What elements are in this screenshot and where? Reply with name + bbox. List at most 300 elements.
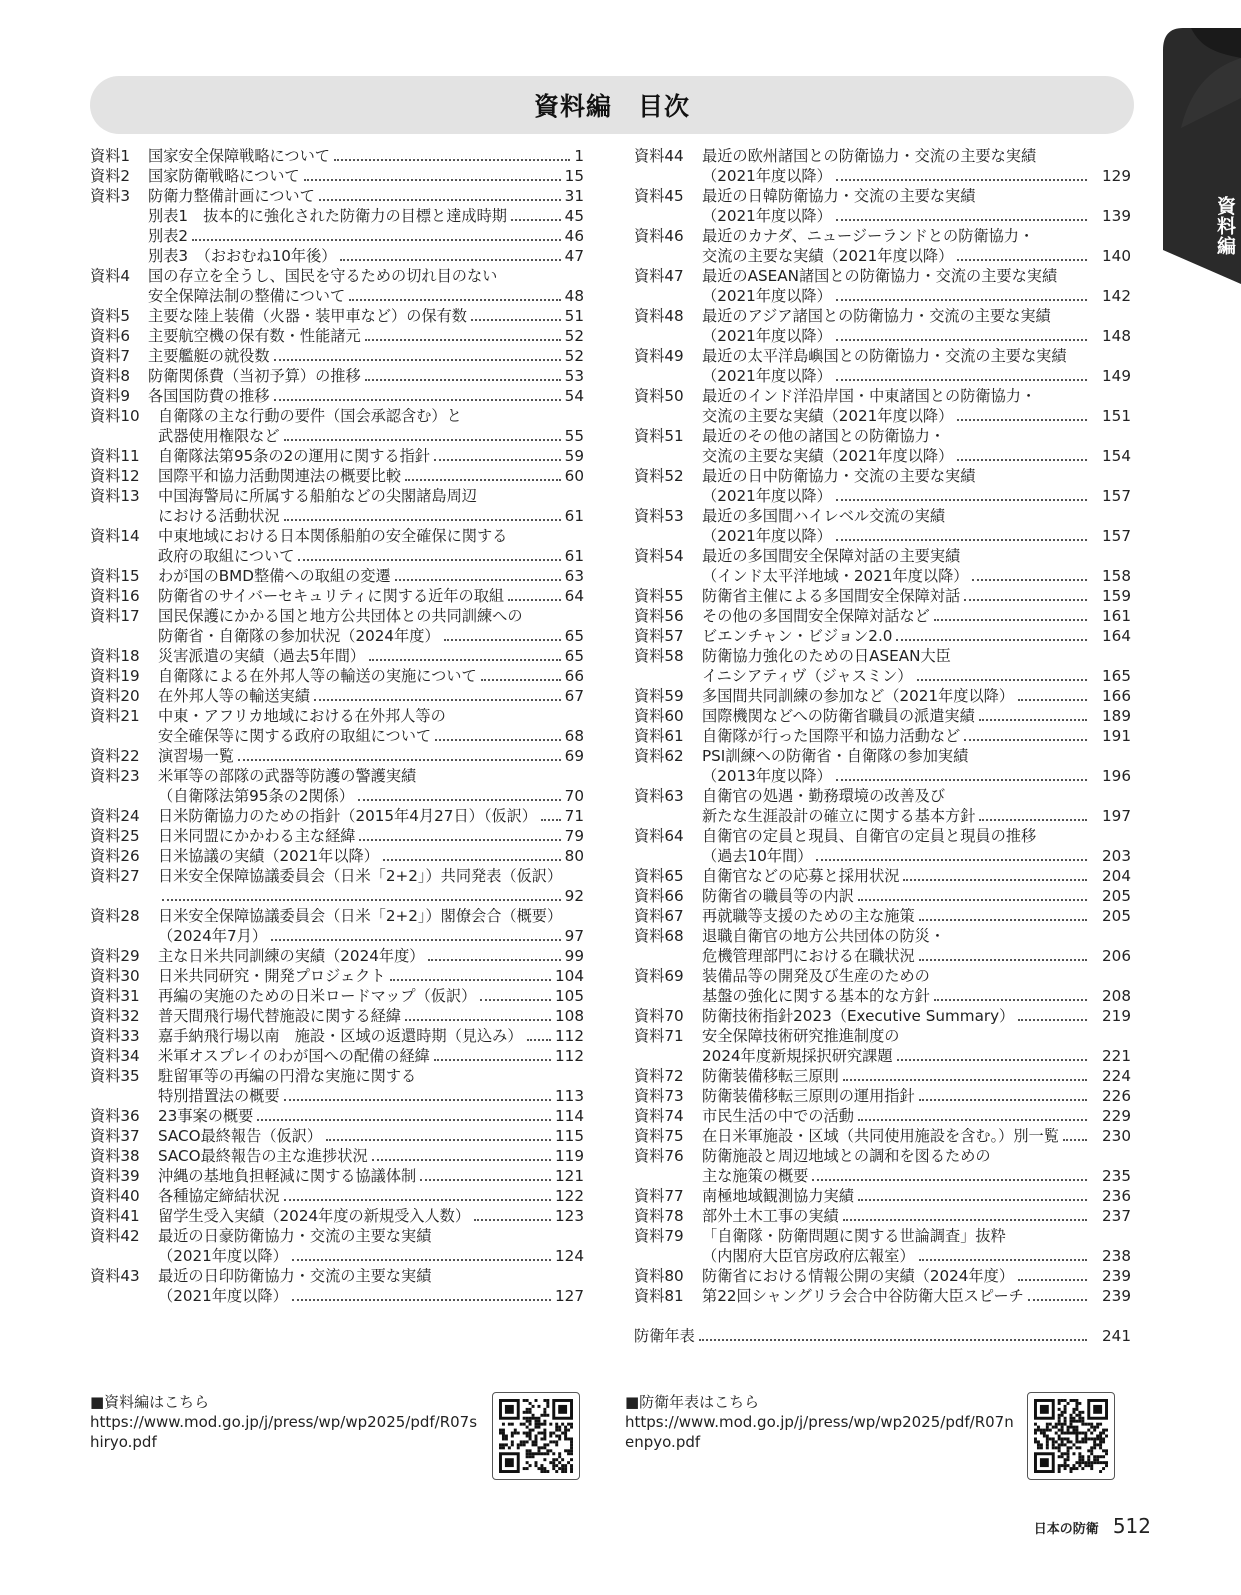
toc-entry[interactable]: [90, 906, 584, 946]
leader-dots: [271, 939, 561, 941]
toc-entry[interactable]: [634, 346, 1131, 386]
toc-entry-line: [158, 486, 584, 506]
toc-entry-label: 資料81: [634, 1287, 684, 1305]
leader-dots: [434, 459, 561, 461]
toc-entry-body: [702, 266, 1131, 306]
toc-entry-label: 資料10: [90, 407, 140, 425]
toc-entry[interactable]: [634, 226, 1131, 266]
toc-entry-label: 資料65: [634, 867, 684, 885]
toc-entry-body: [158, 586, 584, 606]
toc-entry-line: [158, 806, 584, 826]
toc-entry-title: 防衛省における情報公開の実績（2024年度）: [702, 1267, 1015, 1285]
leader-dots: [444, 639, 561, 641]
toc-entry[interactable]: [634, 1286, 1131, 1306]
toc-entry[interactable]: [90, 606, 584, 646]
toc-entry-title: 災害派遣の実績（過去5年間）: [158, 647, 366, 665]
toc-entry[interactable]: [634, 1266, 1131, 1286]
leader-dots: [284, 1099, 552, 1101]
toc-entry-title: （2021年度以降）: [702, 327, 832, 345]
toc-entry[interactable]: [634, 1066, 1131, 1086]
side-tab-label: 資料編: [1214, 196, 1236, 256]
toc-entry-body: [702, 1146, 1131, 1186]
toc-entry-body: [702, 426, 1131, 466]
toc-entry-label: 資料13: [90, 487, 140, 505]
link-block-nenpyo: [625, 1392, 1017, 1452]
toc-entry[interactable]: [90, 1026, 584, 1046]
toc-entry-body: [702, 1286, 1131, 1306]
toc-entry-body: [158, 526, 584, 566]
toc-entry[interactable]: [90, 586, 584, 606]
toc-entry-title: 防衛装備移転三原則: [702, 1067, 839, 1085]
toc-entry-line: [702, 1186, 1131, 1206]
toc-entry[interactable]: [634, 1006, 1131, 1026]
toc-entry[interactable]: [90, 686, 584, 706]
toc-entry-label: 資料9: [90, 387, 131, 405]
toc-entry[interactable]: [634, 586, 1131, 606]
toc-entry-body: [702, 1006, 1131, 1026]
toc-entry[interactable]: [90, 986, 584, 1006]
toc-entry-label: 資料55: [634, 587, 684, 605]
link-heading: ■資料編はこちら: [90, 1393, 210, 1411]
toc-entry-body: [702, 186, 1131, 226]
toc-entry[interactable]: [90, 566, 584, 586]
toc-entry[interactable]: [634, 146, 1131, 186]
toc-entry[interactable]: [634, 606, 1131, 626]
toc-entry-body: [158, 1166, 584, 1186]
toc-entry[interactable]: [90, 1106, 584, 1126]
toc-entry-line: [702, 566, 1131, 586]
toc-entry-label: 資料70: [634, 1007, 684, 1025]
toc-entry-body: [702, 906, 1131, 926]
toc-entry[interactable]: [634, 826, 1131, 866]
toc-entry-label: 資料71: [634, 1027, 684, 1045]
toc-entry-body: [702, 886, 1131, 906]
toc-entry-page: 52: [564, 347, 584, 365]
toc-entry-line: [702, 526, 1131, 546]
toc-entry-body: [702, 926, 1131, 966]
toc-entry[interactable]: [634, 1026, 1131, 1066]
toc-entry-title: 米軍オスプレイのわが国への配備の経緯: [158, 1047, 430, 1065]
toc-entry-line: [702, 1246, 1131, 1266]
toc-entry-page: 219: [1102, 1007, 1131, 1025]
toc-entry[interactable]: [90, 1126, 584, 1146]
toc-entry-title: （内閣府大臣官房政府広報室）: [702, 1247, 915, 1265]
toc-entry-page: 112: [555, 1027, 584, 1045]
toc-entry-page: 149: [1102, 367, 1131, 385]
toc-entry-body: [158, 826, 584, 846]
toc-entry-body: [158, 866, 584, 906]
toc-entry-body: [148, 326, 584, 346]
link-url[interactable]: https://www.mod.go.jp/j/press/wp/wp2025/pdf/R07nenpyo.pdf: [625, 1413, 1014, 1451]
leader-dots: [372, 1159, 551, 1161]
toc-entry[interactable]: [90, 766, 584, 806]
toc-entry-line: [158, 546, 584, 566]
toc-entry-line: [702, 366, 1131, 386]
toc-entry[interactable]: [90, 1266, 584, 1306]
toc-entry-line: [702, 1166, 1131, 1186]
toc-entry[interactable]: [634, 886, 1131, 906]
footer-book-title: 日本の防衛: [1033, 1522, 1099, 1537]
toc-entry-label: 資料17: [90, 607, 140, 625]
toc-entry-page: 161: [1102, 607, 1131, 625]
toc-entry[interactable]: [90, 306, 584, 326]
toc-entry-page: 164: [1102, 627, 1131, 645]
toc-entry[interactable]: [90, 406, 584, 446]
toc-entry[interactable]: [634, 1126, 1131, 1146]
toc-entry-page: 52: [564, 327, 584, 345]
toc-entry-body: [158, 1006, 584, 1026]
toc-entry-line: [148, 346, 584, 366]
toc-entry[interactable]: [634, 626, 1131, 646]
toc-entry[interactable]: [634, 906, 1131, 926]
toc-entry[interactable]: [90, 246, 584, 266]
toc-entry-title: 中東・アフリカ地域における在外邦人等の: [158, 707, 446, 725]
toc-entry[interactable]: [634, 466, 1131, 506]
toc-entry[interactable]: [634, 1186, 1131, 1206]
toc-entry[interactable]: [90, 466, 584, 486]
toc-entry-page: 113: [555, 1087, 584, 1105]
qr-code-graphic: [499, 1399, 573, 1473]
toc-entry-line: [158, 626, 584, 646]
toc-entry[interactable]: [90, 866, 584, 906]
toc-entry-label: 資料18: [90, 647, 140, 665]
toc-entry-label: 資料7: [90, 347, 131, 365]
toc-entry-body: [148, 346, 584, 366]
toc-entry-page: 55: [564, 427, 584, 445]
toc-entry-label: 資料23: [90, 767, 140, 785]
leader-dots: [816, 859, 1087, 861]
toc-entry[interactable]: [90, 386, 584, 406]
toc-entry-title: 普天間飛行場代替施設に関する経緯: [158, 1007, 401, 1025]
toc-entry-title: 主な日米共同訓練の実績（2024年度）: [158, 947, 425, 965]
toc-entry-title: 安全確保等に関する政府の取組について: [158, 727, 432, 745]
toc-entry[interactable]: [90, 1186, 584, 1206]
toc-entry-page: 79: [564, 827, 584, 845]
toc-entry-line: [148, 306, 584, 326]
toc-entry-label: 資料52: [634, 467, 684, 485]
toc-entry-title: イニシアティヴ（ジャスミン）: [702, 667, 913, 685]
leader-dots: [284, 519, 561, 521]
toc-entry[interactable]: [90, 966, 584, 986]
toc-entry-label: 資料27: [90, 867, 140, 885]
leader-dots: [395, 579, 561, 581]
leader-dots: [284, 439, 561, 441]
toc-entry-page: 71: [564, 807, 584, 825]
toc-entry[interactable]: [634, 506, 1131, 546]
leader-dots: [919, 1259, 1087, 1261]
toc-entry[interactable]: [90, 846, 584, 866]
toc-entry[interactable]: [634, 746, 1131, 786]
leader-dots: [390, 979, 551, 981]
toc-entry-title: 国民保護にかかる国と地方公共団体との共同訓練への: [158, 607, 523, 625]
toc-entry-line: [702, 806, 1131, 826]
toc-entry-page: 189: [1102, 707, 1131, 725]
toc-entry[interactable]: [634, 706, 1131, 726]
leader-dots: [843, 1079, 1087, 1081]
leader-dots: [1018, 1279, 1087, 1281]
toc-entry-title: 最近のASEAN諸国との防衛協力・交流の主要な実績: [702, 267, 1058, 285]
toc-entry-line: [702, 686, 1131, 706]
toc-entry[interactable]: [90, 146, 584, 166]
toc-entry-page: 205: [1102, 887, 1131, 905]
toc-entry-line: [158, 1146, 584, 1166]
toc-entry[interactable]: [634, 1106, 1131, 1126]
toc-entry[interactable]: [90, 446, 584, 466]
toc-entry-title: （2021年度以降）: [702, 287, 832, 305]
toc-entry-body: [158, 566, 584, 586]
toc-entry[interactable]: [90, 806, 584, 826]
toc-entry-page: 61: [564, 507, 584, 525]
toc-entry[interactable]: [634, 386, 1131, 426]
toc-entry-line: [158, 786, 584, 806]
toc-entry-body: [702, 746, 1131, 786]
toc-entry[interactable]: [90, 946, 584, 966]
toc-entry-page: 241: [1102, 1327, 1131, 1345]
toc-entry[interactable]: [90, 666, 584, 686]
toc-entry-title: 在外邦人等の輸送実績: [158, 687, 310, 705]
toc-entry-title: 国の存立を全うし、国民を守るための切れ目のない: [148, 267, 498, 285]
toc-entry-title: 別表3 （おおむね10年後）: [148, 247, 337, 265]
toc-entry-body: [702, 1026, 1131, 1066]
side-tab: [1161, 28, 1241, 284]
toc-entry-page: 165: [1102, 667, 1131, 685]
toc-entry-title: 最近の日中防衛協力・交流の主要な実績: [702, 467, 976, 485]
leader-dots: [511, 219, 561, 221]
toc-entry-line: [148, 146, 584, 166]
toc-entry[interactable]: [90, 1046, 584, 1066]
toc-entry-page: 105: [555, 987, 584, 1005]
toc-entry[interactable]: [634, 426, 1131, 466]
toc-entry-body: [158, 746, 584, 766]
toc-entry-line: [702, 906, 1131, 926]
toc-entry-line: [702, 1086, 1131, 1106]
toc-entry-title: 再編の実施のための日米ロードマップ（仮訳）: [158, 987, 477, 1005]
toc-entry-body: [158, 1026, 584, 1046]
toc-entry-chronology[interactable]: [634, 1326, 1131, 1346]
toc-entry-title: 交流の主要な実績（2021年度以降）: [702, 407, 954, 425]
toc-entry-page: 66: [564, 667, 584, 685]
toc-entry[interactable]: [634, 546, 1131, 586]
toc-entry-title: 最近の多国間安全保障対話の主要実績: [702, 547, 961, 565]
toc-entry[interactable]: [634, 686, 1131, 706]
toc-entry-label: 資料59: [634, 687, 684, 705]
toc-entry-title: 演習場一覧: [158, 747, 234, 765]
leader-dots: [304, 179, 561, 181]
toc-entry[interactable]: [90, 1166, 584, 1186]
toc-entry-page: 122: [555, 1187, 584, 1205]
toc-entry-line: [702, 606, 1131, 626]
toc-entry-label: 資料54: [634, 547, 684, 565]
toc-entry[interactable]: [634, 1206, 1131, 1226]
toc-entry[interactable]: [90, 166, 584, 186]
toc-entry-body: [158, 1206, 584, 1226]
toc-entry-page: 59: [564, 447, 584, 465]
toc-entry-line: [702, 546, 1131, 566]
toc-entry-title: （2021年度以降）: [702, 527, 832, 545]
toc-entry-label: 資料40: [90, 1187, 140, 1205]
toc-entry[interactable]: [90, 526, 584, 566]
toc-entry[interactable]: [90, 646, 584, 666]
toc-entry-body: [148, 366, 584, 386]
toc-entry-title: 主要航空機の保有数・性能諸元: [148, 327, 361, 345]
toc-entry-page: 46: [564, 227, 584, 245]
toc-entry-line: [702, 1286, 1131, 1306]
toc-entry[interactable]: [90, 706, 584, 746]
toc-entry-line: [158, 1286, 584, 1306]
toc-entry-body: [158, 1046, 584, 1066]
toc-entry[interactable]: [90, 486, 584, 526]
toc-entry-label: 資料60: [634, 707, 684, 725]
toc-entry-label: 資料11: [90, 447, 140, 465]
toc-entry-line: [148, 326, 584, 346]
toc-entry[interactable]: [90, 326, 584, 346]
toc-entry-page: 60: [564, 467, 584, 485]
toc-entry-title: 別表2: [148, 227, 189, 245]
toc-entry-title: 自衛官の定員と現員、自衛官の定員と現員の推移: [702, 827, 1037, 845]
toc-entry-page: 237: [1102, 1207, 1131, 1225]
toc-entry-body: [158, 1066, 584, 1106]
toc-entry[interactable]: [90, 266, 584, 306]
leader-dots: [836, 219, 1087, 221]
toc-entry[interactable]: [90, 366, 584, 386]
toc-entry[interactable]: [90, 1066, 584, 1106]
toc-entry-line: [702, 706, 1131, 726]
toc-entry[interactable]: [634, 186, 1131, 226]
toc-entry[interactable]: [634, 1086, 1131, 1106]
leader-dots: [358, 799, 561, 801]
toc-entry[interactable]: [634, 866, 1131, 886]
toc-entry[interactable]: [634, 926, 1131, 966]
leader-dots: [836, 379, 1087, 381]
toc-entry[interactable]: [90, 226, 584, 246]
toc-entry-label: 資料78: [634, 1207, 684, 1225]
toc-entry[interactable]: [634, 786, 1131, 826]
toc-entry-line: [702, 306, 1131, 326]
toc-entry-body: [702, 1186, 1131, 1206]
toc-entry[interactable]: [90, 1226, 584, 1266]
toc-entry-page: 65: [564, 627, 584, 645]
toc-entry-line: [702, 826, 1131, 846]
toc-entry-title: 防衛力整備計画について: [148, 187, 315, 205]
toc-entry-title: 主要艦艇の就役数: [148, 347, 270, 365]
toc-entry-label: 資料62: [634, 747, 684, 765]
toc-entry-page: 238: [1102, 1247, 1131, 1265]
toc-entry-page: 119: [555, 1147, 584, 1165]
toc-entry-label: 資料68: [634, 927, 684, 945]
toc-entry-page: 236: [1102, 1187, 1131, 1205]
toc-entry-title: 最近のインド洋沿岸国・中東諸国との防衛協力・: [702, 387, 1037, 405]
toc-entry[interactable]: [90, 346, 584, 366]
toc-entry-line: [702, 166, 1131, 186]
leader-dots: [934, 999, 1087, 1001]
toc-entry-line: [158, 826, 584, 846]
toc-entry-line: [702, 426, 1131, 446]
toc-entry-page: 68: [564, 727, 584, 745]
toc-entry-line: [158, 906, 584, 926]
toc-entry-page: 166: [1102, 687, 1131, 705]
toc-entry[interactable]: [90, 1006, 584, 1026]
toc-entry-line: [702, 946, 1131, 966]
toc-entry-body: [158, 1126, 584, 1146]
toc-entry[interactable]: [90, 1206, 584, 1226]
toc-entry-line: [158, 1206, 584, 1226]
toc-entry[interactable]: [634, 646, 1131, 686]
toc-entry[interactable]: [90, 826, 584, 846]
toc-entry[interactable]: [90, 186, 584, 206]
leader-dots: [896, 639, 1087, 641]
qr-code-icon[interactable]: [1027, 1392, 1115, 1480]
toc-entry-label: 資料57: [634, 627, 684, 645]
toc-entry-page: 104: [555, 967, 584, 985]
toc-entry[interactable]: [634, 726, 1131, 746]
leader-dots: [843, 1219, 1087, 1221]
toc-entry-line: [158, 886, 584, 906]
toc-entry-label: 資料48: [634, 307, 684, 325]
toc-entry[interactable]: [90, 1146, 584, 1166]
page-footer: [1034, 1514, 1151, 1538]
toc-entry[interactable]: [634, 966, 1131, 1006]
toc-entry-body: [702, 626, 1131, 646]
toc-entry-body: [158, 946, 584, 966]
toc-entry-title: （2021年度以降）: [702, 487, 832, 505]
toc-entry-title: 部外土木工事の実績: [702, 1207, 839, 1225]
toc-entry-body: [158, 986, 584, 1006]
toc-entry-page: 67: [564, 687, 584, 705]
toc-entry-label: 資料4: [90, 267, 131, 285]
toc-entry-line: [158, 766, 584, 786]
toc-entry-body: [702, 466, 1131, 506]
link-url[interactable]: https://www.mod.go.jp/j/press/wp/wp2025/pdf/R07shiryo.pdf: [90, 1413, 478, 1451]
toc-entry-title: における活動状況: [158, 507, 280, 525]
toc-entry[interactable]: [634, 306, 1131, 346]
toc-entry[interactable]: [90, 206, 584, 226]
toc-entry-page: 196: [1102, 767, 1131, 785]
toc-entry-body: [158, 606, 584, 646]
toc-entry-line: [158, 966, 584, 986]
leader-dots: [334, 159, 570, 161]
toc-entry-line: [702, 146, 1131, 166]
toc-entry-page: 139: [1102, 207, 1131, 225]
toc-entry-label: 資料61: [634, 727, 684, 745]
toc-entry-label: 資料80: [634, 1267, 684, 1285]
toc-entry-title: 交流の主要な実績（2021年度以降）: [702, 247, 954, 265]
toc-entry-title: 中東地域における日本関係船舶の安全確保に関する: [158, 527, 508, 545]
toc-entry-page: 191: [1102, 727, 1131, 745]
toc-entry-label: 資料20: [90, 687, 140, 705]
toc-entry[interactable]: [634, 1226, 1131, 1266]
toc-entry-page: 115: [555, 1127, 584, 1145]
toc-entry[interactable]: [634, 266, 1131, 306]
toc-entry-line: [148, 286, 584, 306]
toc-entry-title: 防衛年表: [634, 1327, 695, 1345]
toc-entry[interactable]: [634, 1146, 1131, 1186]
leader-dots: [192, 239, 561, 241]
toc-entry-body: [158, 646, 584, 666]
toc-entry-line: [702, 586, 1131, 606]
toc-entry[interactable]: [90, 746, 584, 766]
toc-entry-body: [702, 226, 1131, 266]
toc-entry-title: 各種協定締結状況: [158, 1187, 280, 1205]
toc-entry-page: 204: [1102, 867, 1131, 885]
toc-entry-line: [158, 646, 584, 666]
toc-entry-line: [158, 406, 584, 426]
toc-entry-title: 国際平和協力活動関連法の概要比較: [158, 467, 401, 485]
toc-entry-line: [702, 1226, 1131, 1246]
toc-entry-body: [148, 306, 584, 326]
qr-code-icon[interactable]: [492, 1392, 580, 1480]
toc-entry-label: 資料45: [634, 187, 684, 205]
toc-entry-line: [158, 426, 584, 446]
